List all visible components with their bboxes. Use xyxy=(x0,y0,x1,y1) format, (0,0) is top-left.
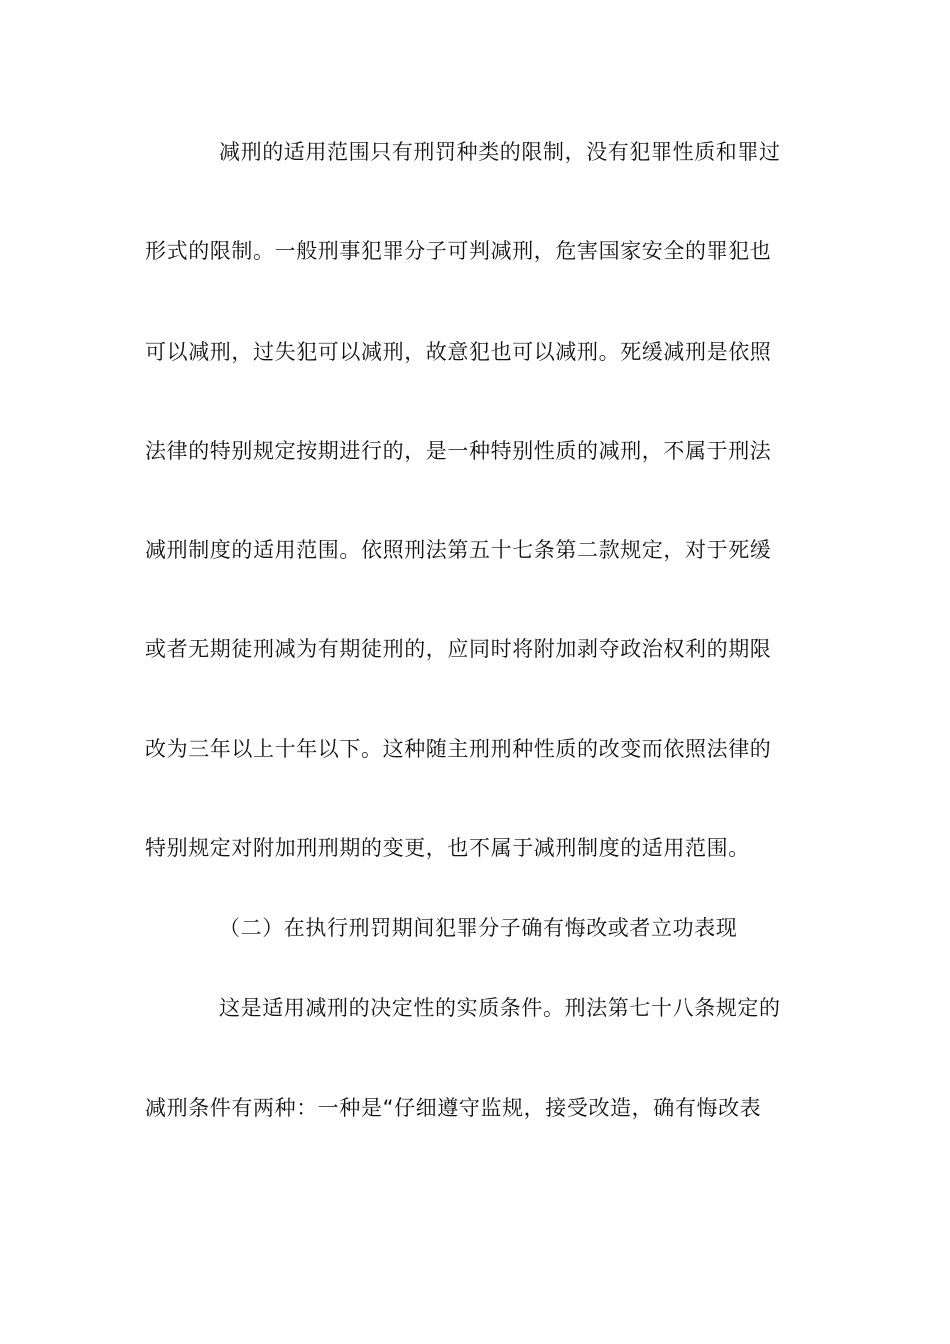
paragraph-line: 减刑制度的适用范围。依照刑法第五十七条第二款规定，对于死缓 xyxy=(145,538,772,562)
paragraph-line: 这是适用减刑的决定性的实质条件。刑法第七十八条规定的 xyxy=(219,996,781,1020)
paragraph-line: 或者无期徒刑减为有期徒刑的，应同时将附加剥夺政治权利的期限 xyxy=(145,637,772,661)
paragraph-line: 减刑的适用范围只有刑罚种类的限制，没有犯罪性质和罪过 xyxy=(219,140,781,164)
paragraph-line: 可以减刑，过失犯可以减刑，故意犯也可以减刑。死缓减刑是依照 xyxy=(145,340,772,364)
paragraph-line: 法律的特别规定按期进行的，是一种特别性质的减刑，不属于刑法 xyxy=(145,439,772,463)
section-heading: （二）在执行刑罚期间犯罪分子确有悔改或者立功表现 xyxy=(219,916,738,940)
paragraph-line: 减刑条件有两种：一种是“仔细遵守监规，接受改造，确有悔改表 xyxy=(145,1096,762,1120)
paragraph-line: 特别规定对附加刑刑期的变更，也不属于减刑制度的适用范围。 xyxy=(145,836,750,860)
paragraph-line: 改为三年以上十年以下。这种随主刑刑种性质的改变而依照法律的 xyxy=(145,737,772,761)
paragraph-line: 形式的限制。一般刑事犯罪分子可判减刑，危害国家安全的罪犯也 xyxy=(145,239,772,263)
